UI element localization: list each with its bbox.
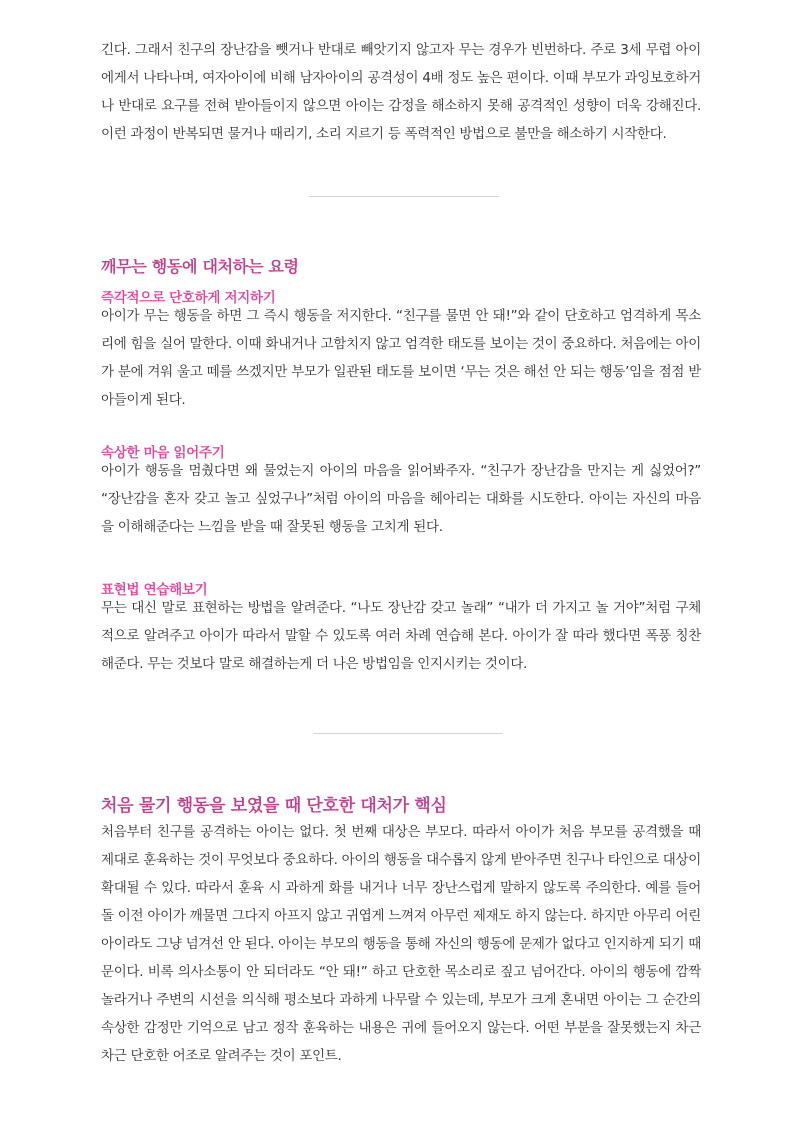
subsection-title-empathy: 속상한 마음 읽어주기 (101, 445, 225, 461)
section-divider (309, 196, 499, 197)
subsection-text-empathy: 아이가 행동을 멈췄다면 왜 물었는지 아이의 마음을 읽어봐주자. “친구가 장난감을 만지는 게 싫었어?” “장난감을 혼자 갖고 놀고 싶었구나”처럼 아이의 마음을 헤아리는 대화를 시도한다. 아이는 자신의 마음을 이해해준다는 느낌을 받을 때 잘못된 행동을 고치게 된다. (101, 463, 701, 535)
subsection-title-expression: 표현법 연습해보기 (101, 582, 208, 598)
subsection-title-stop: 즉각적으로 단호하게 저지하기 (101, 290, 276, 306)
section-title: 처음 물기 행동을 보였을 때 단호한 대처가 핵심 (101, 796, 447, 816)
subsection-text-expression: 무는 대신 말로 표현하는 방법을 알려준다. “나도 장난감 갖고 놀래” “내가 더 가지고 놀 거야”처럼 구체적으로 알려주고 아이가 따라서 말할 수 있도록 여러 차례 연습해 본다. 아이가 잘 따라 했다면 폭풍 칭찬해준다. 무는 것보다 말로 해결하는게 더 나은 방법임을 인지시키는 것이다. (101, 600, 701, 672)
section-paragraph: 처음부터 친구를 공격하는 아이는 없다. 첫 번째 대상은 부모다. 따라서 아이가 처음 부모를 공격했을 때 제대로 훈육하는 것이 무엇보다 중요하다. 아이의 행동을 대수롭지 않게 받아주면 친구나 타인으로 대상이 확대될 수 있다. 따라서 훈육 시 과하게 화를 내거나 너무 장난스럽게 말하지 않도록 주의한다. 예를 들어 돌 이전 아이가 깨물면 그다지 아프지 않고 귀엽게 느껴져 아무런 제재도 하지 않는다. 하지만 아무리 어린아이라도 그냥 넘겨선 안 된다. 아이는 부모의 행동을 통해 자신의 행동에 문제가 없다고 인지하게 되기 때문이다. 비록 의사소통이 안 되더라도 “안 돼!” 하고 단호한 목소리로 짚고 넘어간다. 아이의 행동에 깜짝 놀라거나 주변의 시선을 의식해 평소보다 과하게 나무랄 수 있는데, 부모가 크게 혼내면 아이는 그 순간의 속상한 감정만 기억으로 남고 정작 훈육하는 내용은 귀에 들어오지 않는다. 어떤 부분을 잘못했는지 차근차근 단호한 어조로 알려주는 것이 포인트. (101, 824, 701, 1064)
subsection-text-stop: 아이가 무는 행동을 하면 그 즉시 행동을 저지한다. “친구를 물면 안 돼!”와 같이 단호하고 엄격하게 목소리에 힘을 실어 말한다. 이때 화내거나 고함치지 않고 엄격한 태도를 보이는 것이 중요하다. 처음에는 아이가 분에 겨워 울고 떼를 쓰겠지만 부모가 일관된 태도를 보이면 ‘무는 것은 해선 안 되는 행동’임을 점점 받아들이게 된다. (101, 308, 701, 408)
section-title: 깨무는 행동에 대처하는 요령 (101, 257, 299, 276)
section-divider (313, 733, 503, 734)
intro-paragraph: 긴다. 그래서 친구의 장난감을 뺏거나 반대로 빼앗기지 않고자 무는 경우가 빈번하다. 주로 3세 무렵 아이에게서 나타나며, 여자아이에 비해 남자아이의 공격성이 4배 정도 높은 편이다. 이때 부모가 과잉보호하거나 반대로 요구를 전혀 받아들이지 않으면 아이는 감정을 해소하지 못해 공격적인 성향이 더욱 강해진다. 이런 과정이 반복되면 물거나 때리기, 소리 지르기 등 폭력적인 방법으로 불만을 해소하기 시작한다. (101, 42, 701, 142)
